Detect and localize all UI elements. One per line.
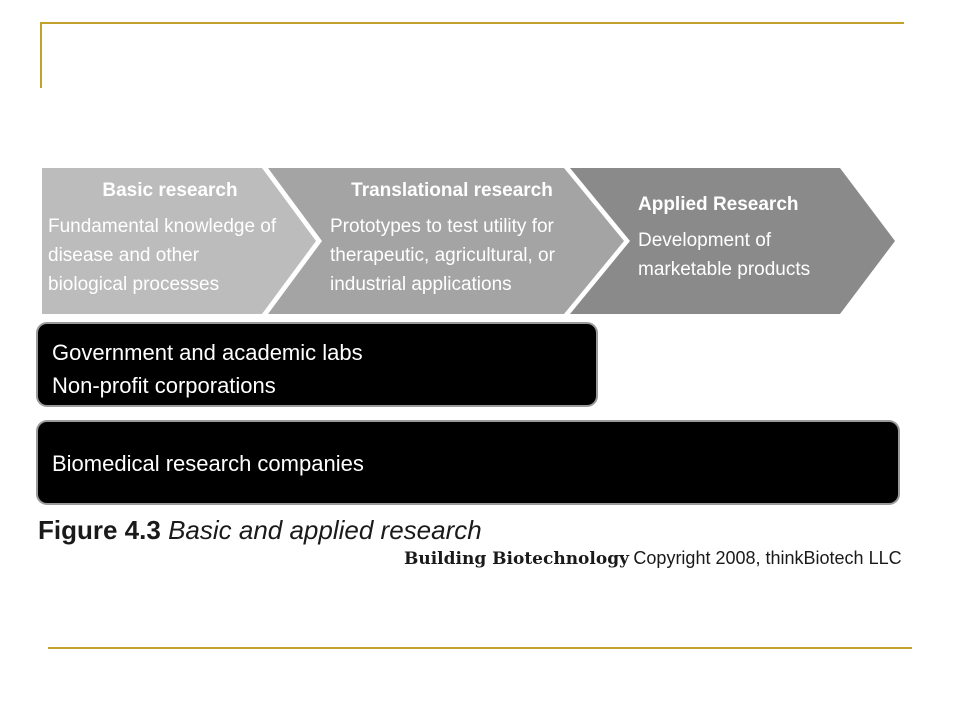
- stage-title: Basic research: [102, 180, 238, 201]
- stage-description-line: therapeutic, agricultural, or: [330, 245, 555, 266]
- copyright-credit: [404, 548, 902, 569]
- stage-description-line: Fundamental knowledge of: [48, 216, 277, 237]
- performer-bar-companies: [38, 422, 898, 503]
- stage-translational-research: [330, 180, 574, 299]
- stage-description-line: Prototypes to test utility for: [330, 216, 554, 237]
- stage-applied-research: [638, 194, 838, 284]
- stage-description: [330, 212, 574, 299]
- stage-description-line: marketable products: [638, 259, 811, 280]
- stage-description: [638, 226, 838, 284]
- stage-title: Translational research: [351, 180, 553, 201]
- performer-bar-public: [38, 324, 596, 405]
- figure-number: Figure 4.3: [38, 515, 161, 545]
- stage-description-line: disease and other: [48, 245, 200, 266]
- stage-description-line: industrial applications: [330, 274, 512, 295]
- performer-line: Government and academic labs: [52, 340, 363, 365]
- performer-line: Biomedical research companies: [52, 451, 364, 476]
- stage-title: Applied Research: [638, 194, 799, 215]
- figure-title: Basic and applied research: [168, 515, 482, 545]
- stage-description: [48, 212, 292, 299]
- stage-description-line: Development of: [638, 230, 772, 251]
- copyright-text: Copyright 2008, thinkBiotech LLC: [633, 548, 902, 568]
- stage-basic-research: [48, 180, 292, 299]
- figure-caption: [38, 515, 482, 546]
- stage-description-line: biological processes: [48, 274, 220, 295]
- book-title: Building Biotechnology: [404, 549, 629, 569]
- performer-line: Non-profit corporations: [52, 373, 276, 398]
